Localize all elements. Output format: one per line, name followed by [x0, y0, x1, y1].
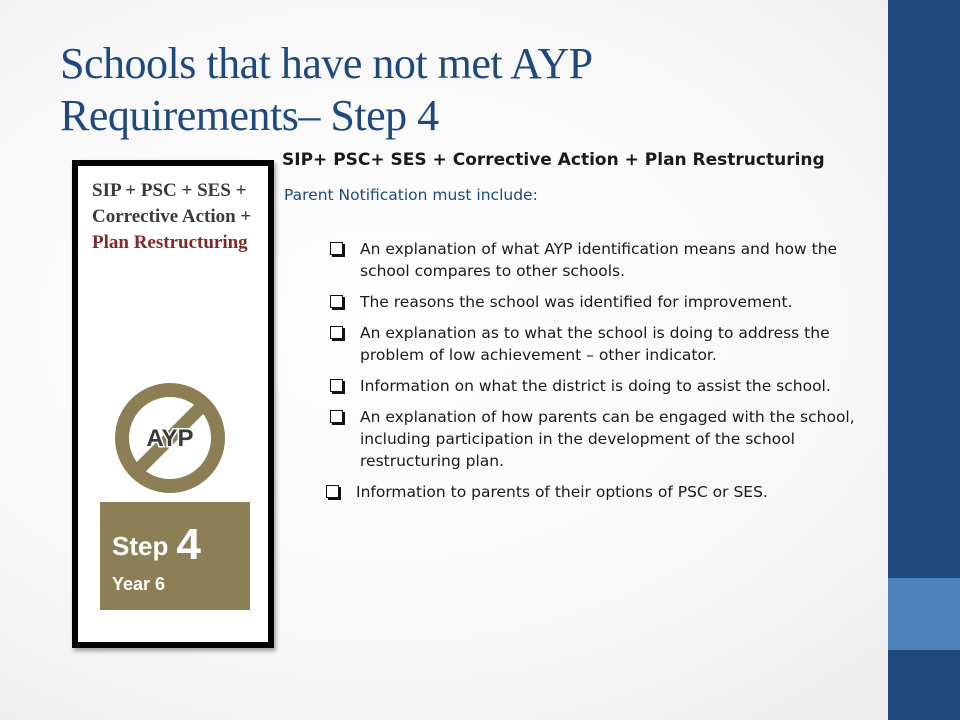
- square-checkbox-icon: [330, 326, 343, 339]
- list-item-text: The reasons the school was identified for improvement.: [360, 293, 793, 311]
- list-item-text: An explanation of what AYP identification means and how the school compares to other schools.: [360, 240, 838, 280]
- requirements-list: [330, 238, 860, 512]
- panel-text-highlight: Plan Restructuring: [92, 232, 248, 253]
- list-item-text: An explanation as to what the school is doing to address the problem of low achievement – other indicator.: [360, 324, 830, 364]
- square-checkbox-icon: [330, 379, 343, 392]
- notification-intro: Parent Notification must include:: [284, 186, 538, 204]
- list-item-text: An explanation of how parents can be engaged with the school, including participation in the development of the school restructuring plan.: [360, 408, 855, 470]
- slide-title: [60, 38, 860, 142]
- step-year: Year 6: [112, 574, 166, 594]
- slide-title-line-2: Requirements– Step 4: [60, 91, 439, 140]
- badge-label: AYP: [146, 425, 194, 452]
- step-word: Step: [112, 531, 169, 561]
- list-item: [330, 375, 860, 397]
- panel-text-base: SIP + PSC + SES + Corrective Action +: [92, 180, 252, 227]
- slide-title-line-1: Schools that have not met AYP: [60, 39, 593, 88]
- formula-subheading: SIP+ PSC+ SES + Corrective Action + Plan Restructuring: [282, 150, 825, 170]
- step-row: [112, 520, 201, 570]
- list-item: [330, 406, 860, 472]
- list-item-text: Information to parents of their options of PSC or SES.: [356, 483, 768, 501]
- square-checkbox-icon: [326, 485, 339, 498]
- step-number: 4: [176, 520, 201, 569]
- panel-text: [92, 178, 262, 256]
- step-box: [100, 502, 250, 610]
- square-checkbox-icon: [330, 410, 343, 423]
- list-item: [330, 238, 860, 282]
- list-item-text: Information on what the district is doing to assist the school.: [360, 377, 831, 395]
- list-item: [330, 291, 860, 313]
- no-ayp-prohibition-icon: [114, 382, 226, 494]
- step-panel: [72, 160, 274, 648]
- square-checkbox-icon: [330, 242, 343, 255]
- list-item: [326, 481, 860, 503]
- list-item: [330, 322, 860, 366]
- square-checkbox-icon: [330, 295, 343, 308]
- side-band-accent: [888, 578, 960, 650]
